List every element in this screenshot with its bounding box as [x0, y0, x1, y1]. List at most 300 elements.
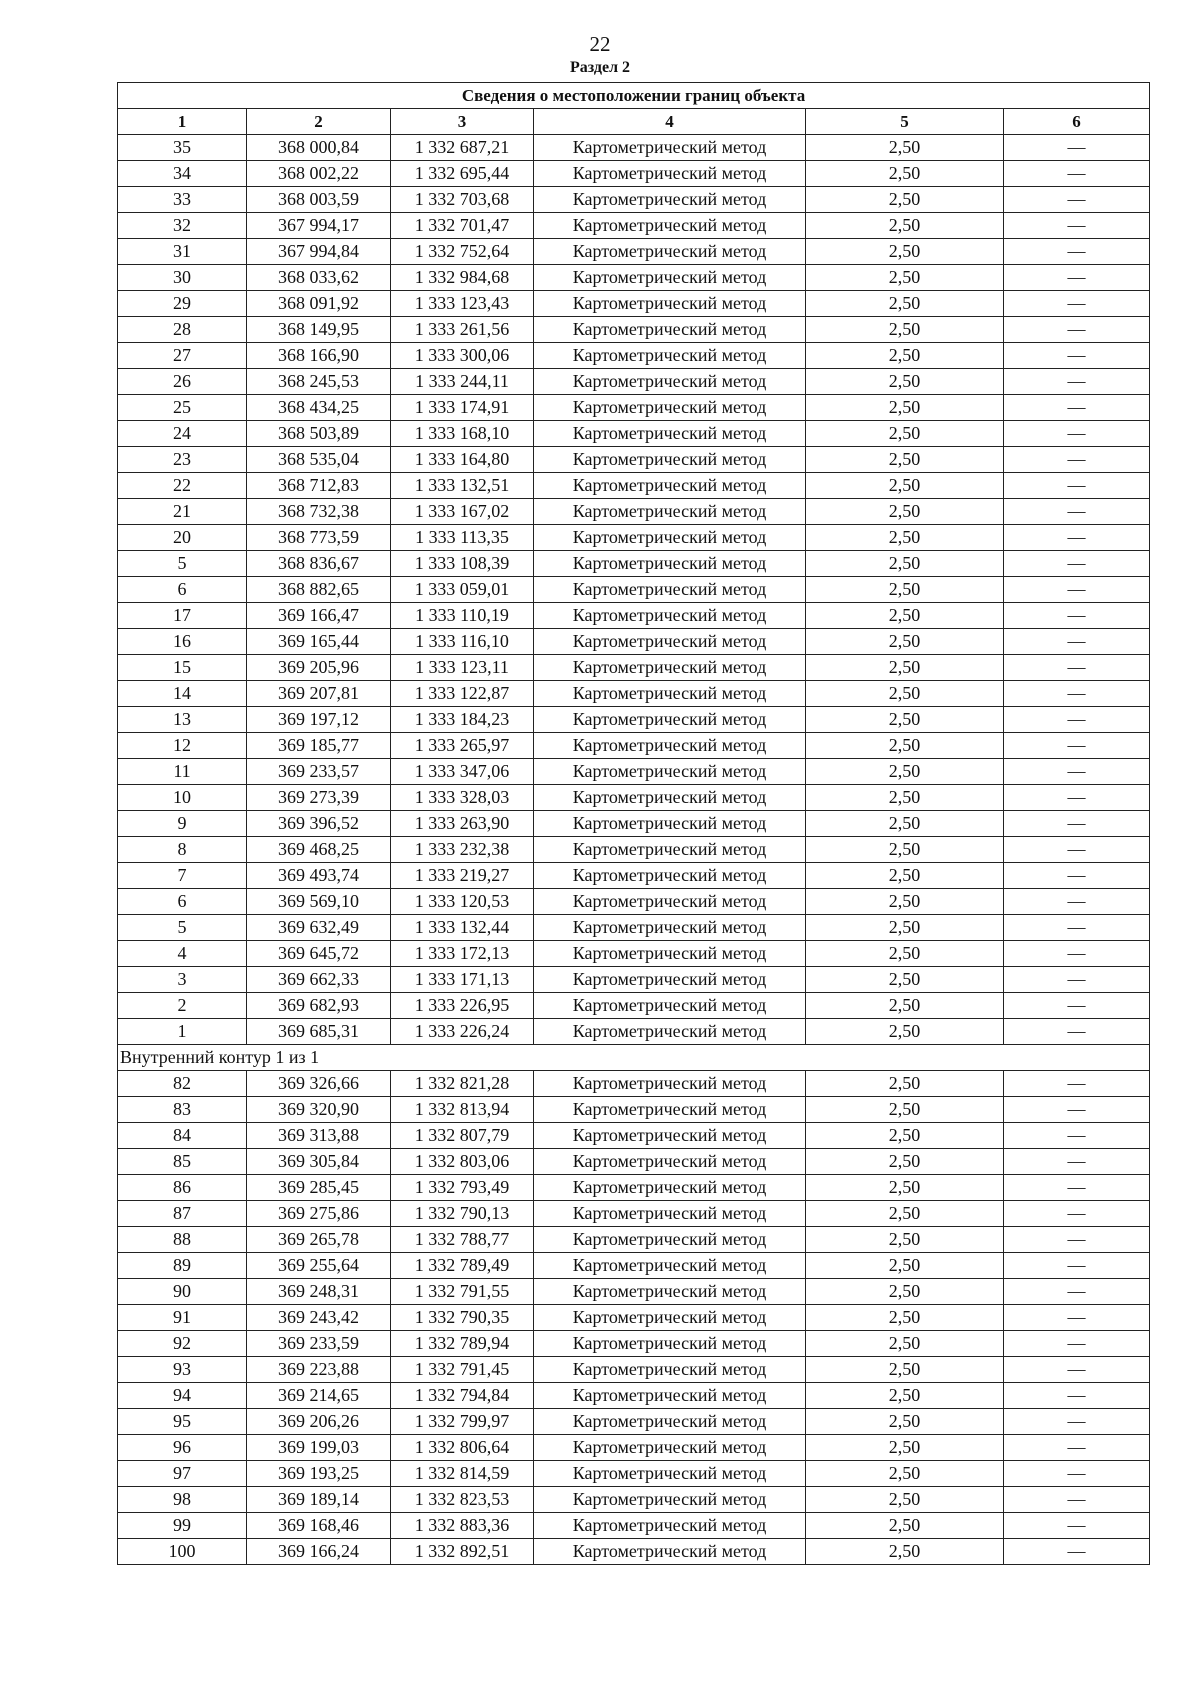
description-cell: — — [1004, 369, 1150, 395]
x-coordinate-cell: 369 305,84 — [247, 1149, 391, 1175]
point-number-cell: 35 — [118, 135, 247, 161]
x-coordinate-cell: 369 632,49 — [247, 915, 391, 941]
y-coordinate-cell: 1 333 132,51 — [391, 473, 534, 499]
description-cell: — — [1004, 759, 1150, 785]
description-cell: — — [1004, 1175, 1150, 1201]
table-row — [118, 473, 1150, 499]
method-cell: Картометрический метод — [534, 941, 806, 967]
accuracy-cell: 2,50 — [806, 1123, 1004, 1149]
method-cell: Картометрический метод — [534, 499, 806, 525]
table-row — [118, 1201, 1150, 1227]
accuracy-cell: 2,50 — [806, 447, 1004, 473]
table-row — [118, 1071, 1150, 1097]
table-row — [118, 1409, 1150, 1435]
point-number-cell: 25 — [118, 395, 247, 421]
accuracy-cell: 2,50 — [806, 863, 1004, 889]
x-coordinate-cell: 369 396,52 — [247, 811, 391, 837]
method-cell: Картометрический метод — [534, 1201, 806, 1227]
method-cell: Картометрический метод — [534, 343, 806, 369]
table-row — [118, 395, 1150, 421]
table-row — [118, 967, 1150, 993]
description-cell: — — [1004, 291, 1150, 317]
x-coordinate-cell: 368 000,84 — [247, 135, 391, 161]
method-cell: Картометрический метод — [534, 1123, 806, 1149]
table-row — [118, 1175, 1150, 1201]
x-coordinate-cell: 369 205,96 — [247, 655, 391, 681]
point-number-cell: 95 — [118, 1409, 247, 1435]
y-coordinate-cell: 1 332 687,21 — [391, 135, 534, 161]
table-row — [118, 343, 1150, 369]
x-coordinate-cell: 369 313,88 — [247, 1123, 391, 1149]
description-cell: — — [1004, 473, 1150, 499]
point-number-cell: 91 — [118, 1305, 247, 1331]
point-number-cell: 1 — [118, 1019, 247, 1045]
y-coordinate-cell: 1 333 120,53 — [391, 889, 534, 915]
method-cell: Картометрический метод — [534, 395, 806, 421]
table-row — [118, 889, 1150, 915]
y-coordinate-cell: 1 332 791,45 — [391, 1357, 534, 1383]
description-cell: — — [1004, 837, 1150, 863]
table-row — [118, 265, 1150, 291]
accuracy-cell: 2,50 — [806, 1019, 1004, 1045]
accuracy-cell: 2,50 — [806, 1227, 1004, 1253]
method-cell: Картометрический метод — [534, 655, 806, 681]
y-coordinate-cell: 1 332 803,06 — [391, 1149, 534, 1175]
y-coordinate-cell: 1 332 791,55 — [391, 1279, 534, 1305]
point-number-cell: 17 — [118, 603, 247, 629]
accuracy-cell: 2,50 — [806, 317, 1004, 343]
point-number-cell: 99 — [118, 1513, 247, 1539]
point-number-cell: 98 — [118, 1487, 247, 1513]
point-number-cell: 88 — [118, 1227, 247, 1253]
point-number-cell: 87 — [118, 1201, 247, 1227]
table-row — [118, 655, 1150, 681]
method-cell: Картометрический метод — [534, 1149, 806, 1175]
accuracy-cell: 2,50 — [806, 1487, 1004, 1513]
method-cell: Картометрический метод — [534, 1357, 806, 1383]
y-coordinate-cell: 1 333 347,06 — [391, 759, 534, 785]
description-cell: — — [1004, 1513, 1150, 1539]
point-number-cell: 82 — [118, 1071, 247, 1097]
accuracy-cell: 2,50 — [806, 135, 1004, 161]
table-row — [118, 1253, 1150, 1279]
table-row — [118, 941, 1150, 967]
x-coordinate-cell: 369 248,31 — [247, 1279, 391, 1305]
description-cell: — — [1004, 629, 1150, 655]
description-cell: — — [1004, 1383, 1150, 1409]
method-cell: Картометрический метод — [534, 863, 806, 889]
accuracy-cell: 2,50 — [806, 499, 1004, 525]
point-number-cell: 16 — [118, 629, 247, 655]
y-coordinate-cell: 1 332 695,44 — [391, 161, 534, 187]
method-cell: Картометрический метод — [534, 837, 806, 863]
y-coordinate-cell: 1 333 113,35 — [391, 525, 534, 551]
x-coordinate-cell: 368 091,92 — [247, 291, 391, 317]
accuracy-cell: 2,50 — [806, 421, 1004, 447]
method-cell: Картометрический метод — [534, 1383, 806, 1409]
method-cell: Картометрический метод — [534, 915, 806, 941]
point-number-cell: 6 — [118, 889, 247, 915]
x-coordinate-cell: 369 199,03 — [247, 1435, 391, 1461]
y-coordinate-cell: 1 332 984,68 — [391, 265, 534, 291]
y-coordinate-cell: 1 332 788,77 — [391, 1227, 534, 1253]
accuracy-cell: 2,50 — [806, 1461, 1004, 1487]
method-cell: Картометрический метод — [534, 447, 806, 473]
y-coordinate-cell: 1 332 790,13 — [391, 1201, 534, 1227]
x-coordinate-cell: 369 662,33 — [247, 967, 391, 993]
y-coordinate-cell: 1 332 793,49 — [391, 1175, 534, 1201]
table-row — [118, 837, 1150, 863]
table-row — [118, 707, 1150, 733]
y-coordinate-cell: 1 333 172,13 — [391, 941, 534, 967]
point-number-cell: 20 — [118, 525, 247, 551]
y-coordinate-cell: 1 333 171,13 — [391, 967, 534, 993]
point-number-cell: 21 — [118, 499, 247, 525]
point-number-cell: 2 — [118, 993, 247, 1019]
x-coordinate-cell: 368 245,53 — [247, 369, 391, 395]
x-coordinate-cell: 369 265,78 — [247, 1227, 391, 1253]
accuracy-cell: 2,50 — [806, 733, 1004, 759]
method-cell: Картометрический метод — [534, 265, 806, 291]
table-row — [118, 187, 1150, 213]
y-coordinate-cell: 1 333 328,03 — [391, 785, 534, 811]
x-coordinate-cell: 369 165,44 — [247, 629, 391, 655]
method-cell: Картометрический метод — [534, 603, 806, 629]
x-coordinate-cell: 367 994,84 — [247, 239, 391, 265]
y-coordinate-cell: 1 332 799,97 — [391, 1409, 534, 1435]
description-cell: — — [1004, 187, 1150, 213]
y-coordinate-cell: 1 333 226,24 — [391, 1019, 534, 1045]
method-cell: Картометрический метод — [534, 1409, 806, 1435]
y-coordinate-cell: 1 333 164,80 — [391, 447, 534, 473]
method-cell: Картометрический метод — [534, 1461, 806, 1487]
accuracy-cell: 2,50 — [806, 265, 1004, 291]
y-coordinate-cell: 1 332 789,94 — [391, 1331, 534, 1357]
table-row — [118, 551, 1150, 577]
table-row — [118, 629, 1150, 655]
point-number-cell: 7 — [118, 863, 247, 889]
description-cell: — — [1004, 681, 1150, 707]
table-row — [118, 1539, 1150, 1565]
y-coordinate-cell: 1 332 790,35 — [391, 1305, 534, 1331]
point-number-cell: 3 — [118, 967, 247, 993]
accuracy-cell: 2,50 — [806, 759, 1004, 785]
x-coordinate-cell: 369 185,77 — [247, 733, 391, 759]
page-number: 22 — [589, 32, 611, 56]
x-coordinate-cell: 369 682,93 — [247, 993, 391, 1019]
x-coordinate-cell: 368 773,59 — [247, 525, 391, 551]
point-number-cell: 26 — [118, 369, 247, 395]
method-cell: Картометрический метод — [534, 1227, 806, 1253]
section-title: Раздел 2 — [569, 59, 631, 76]
point-number-cell: 6 — [118, 577, 247, 603]
x-coordinate-cell: 367 994,17 — [247, 213, 391, 239]
table-row — [118, 577, 1150, 603]
accuracy-cell: 2,50 — [806, 551, 1004, 577]
point-number-cell: 90 — [118, 1279, 247, 1305]
table-row — [118, 1383, 1150, 1409]
point-number-cell: 30 — [118, 265, 247, 291]
description-cell: — — [1004, 135, 1150, 161]
method-cell: Картометрический метод — [534, 1539, 806, 1565]
x-coordinate-cell: 369 285,45 — [247, 1175, 391, 1201]
column-header: 4 — [534, 109, 806, 135]
table-row — [118, 915, 1150, 941]
y-coordinate-cell: 1 333 184,23 — [391, 707, 534, 733]
method-cell: Картометрический метод — [534, 1175, 806, 1201]
x-coordinate-cell: 369 207,81 — [247, 681, 391, 707]
description-cell: — — [1004, 551, 1150, 577]
method-cell: Картометрический метод — [534, 551, 806, 577]
x-coordinate-cell: 369 233,57 — [247, 759, 391, 785]
method-cell: Картометрический метод — [534, 759, 806, 785]
y-coordinate-cell: 1 333 108,39 — [391, 551, 534, 577]
description-cell: — — [1004, 1435, 1150, 1461]
y-coordinate-cell: 1 333 168,10 — [391, 421, 534, 447]
accuracy-cell: 2,50 — [806, 707, 1004, 733]
method-cell: Картометрический метод — [534, 733, 806, 759]
contour-label: Внутренний контур 1 из 1 — [118, 1045, 1150, 1071]
x-coordinate-cell: 369 645,72 — [247, 941, 391, 967]
y-coordinate-cell: 1 333 123,43 — [391, 291, 534, 317]
method-cell: Картометрический метод — [534, 473, 806, 499]
x-coordinate-cell: 369 685,31 — [247, 1019, 391, 1045]
x-coordinate-cell: 369 275,86 — [247, 1201, 391, 1227]
accuracy-cell: 2,50 — [806, 291, 1004, 317]
accuracy-cell: 2,50 — [806, 915, 1004, 941]
point-number-cell: 22 — [118, 473, 247, 499]
accuracy-cell: 2,50 — [806, 967, 1004, 993]
table-row — [118, 499, 1150, 525]
method-cell: Картометрический метод — [534, 1487, 806, 1513]
description-cell: — — [1004, 889, 1150, 915]
table-row — [118, 239, 1150, 265]
method-cell: Картометрический метод — [534, 889, 806, 915]
x-coordinate-cell: 369 189,14 — [247, 1487, 391, 1513]
y-coordinate-cell: 1 333 110,19 — [391, 603, 534, 629]
method-cell: Картометрический метод — [534, 1513, 806, 1539]
table-row — [118, 369, 1150, 395]
description-cell: — — [1004, 239, 1150, 265]
y-coordinate-cell: 1 333 167,02 — [391, 499, 534, 525]
y-coordinate-cell: 1 333 263,90 — [391, 811, 534, 837]
point-number-cell: 5 — [118, 551, 247, 577]
point-number-cell: 28 — [118, 317, 247, 343]
table-row — [118, 603, 1150, 629]
y-coordinate-cell: 1 332 807,79 — [391, 1123, 534, 1149]
description-cell: — — [1004, 317, 1150, 343]
method-cell: Картометрический метод — [534, 369, 806, 395]
accuracy-cell: 2,50 — [806, 1435, 1004, 1461]
x-coordinate-cell: 368 003,59 — [247, 187, 391, 213]
method-cell: Картометрический метод — [534, 1019, 806, 1045]
method-cell: Картометрический метод — [534, 1279, 806, 1305]
table-row — [118, 1097, 1150, 1123]
table-row — [118, 1435, 1150, 1461]
method-cell: Картометрический метод — [534, 785, 806, 811]
description-cell: — — [1004, 525, 1150, 551]
method-cell: Картометрический метод — [534, 161, 806, 187]
y-coordinate-cell: 1 332 794,84 — [391, 1383, 534, 1409]
table-row — [118, 681, 1150, 707]
y-coordinate-cell: 1 333 219,27 — [391, 863, 534, 889]
description-cell: — — [1004, 1409, 1150, 1435]
method-cell: Картометрический метод — [534, 577, 806, 603]
accuracy-cell: 2,50 — [806, 343, 1004, 369]
method-cell: Картометрический метод — [534, 1331, 806, 1357]
y-coordinate-cell: 1 333 300,06 — [391, 343, 534, 369]
description-cell: — — [1004, 1123, 1150, 1149]
x-coordinate-cell: 368 836,67 — [247, 551, 391, 577]
point-number-cell: 13 — [118, 707, 247, 733]
description-cell: — — [1004, 603, 1150, 629]
point-number-cell: 9 — [118, 811, 247, 837]
x-coordinate-cell: 369 243,42 — [247, 1305, 391, 1331]
method-cell: Картометрический метод — [534, 525, 806, 551]
y-coordinate-cell: 1 332 806,64 — [391, 1435, 534, 1461]
point-number-cell: 100 — [118, 1539, 247, 1565]
x-coordinate-cell: 368 166,90 — [247, 343, 391, 369]
y-coordinate-cell: 1 332 703,68 — [391, 187, 534, 213]
accuracy-cell: 2,50 — [806, 1279, 1004, 1305]
method-cell: Картометрический метод — [534, 967, 806, 993]
table-title: Сведения о местоположении границ объекта — [118, 83, 1150, 109]
x-coordinate-cell: 369 206,26 — [247, 1409, 391, 1435]
description-cell: — — [1004, 343, 1150, 369]
y-coordinate-cell: 1 333 261,56 — [391, 317, 534, 343]
x-coordinate-cell: 368 535,04 — [247, 447, 391, 473]
description-cell: — — [1004, 1305, 1150, 1331]
description-cell: — — [1004, 1071, 1150, 1097]
description-cell: — — [1004, 785, 1150, 811]
y-coordinate-cell: 1 332 814,59 — [391, 1461, 534, 1487]
table-row — [118, 1305, 1150, 1331]
y-coordinate-cell: 1 333 123,11 — [391, 655, 534, 681]
x-coordinate-cell: 369 569,10 — [247, 889, 391, 915]
accuracy-cell: 2,50 — [806, 837, 1004, 863]
point-number-cell: 11 — [118, 759, 247, 785]
accuracy-cell: 2,50 — [806, 785, 1004, 811]
description-cell: — — [1004, 993, 1150, 1019]
column-header: 6 — [1004, 109, 1150, 135]
x-coordinate-cell: 368 149,95 — [247, 317, 391, 343]
x-coordinate-cell: 369 493,74 — [247, 863, 391, 889]
accuracy-cell: 2,50 — [806, 1253, 1004, 1279]
point-number-cell: 32 — [118, 213, 247, 239]
accuracy-cell: 2,50 — [806, 1305, 1004, 1331]
description-cell: — — [1004, 499, 1150, 525]
contour-label-row — [118, 1045, 1150, 1071]
method-cell: Картометрический метод — [534, 317, 806, 343]
table-row — [118, 1227, 1150, 1253]
description-cell: — — [1004, 733, 1150, 759]
description-cell: — — [1004, 915, 1150, 941]
table-row — [118, 1331, 1150, 1357]
table-row — [118, 1357, 1150, 1383]
table-row — [118, 863, 1150, 889]
accuracy-cell: 2,50 — [806, 1175, 1004, 1201]
point-number-cell: 29 — [118, 291, 247, 317]
accuracy-cell: 2,50 — [806, 603, 1004, 629]
table-row — [118, 1279, 1150, 1305]
point-number-cell: 96 — [118, 1435, 247, 1461]
x-coordinate-cell: 369 223,88 — [247, 1357, 391, 1383]
y-coordinate-cell: 1 332 821,28 — [391, 1071, 534, 1097]
accuracy-cell: 2,50 — [806, 941, 1004, 967]
point-number-cell: 24 — [118, 421, 247, 447]
point-number-cell: 8 — [118, 837, 247, 863]
x-coordinate-cell: 368 002,22 — [247, 161, 391, 187]
point-number-cell: 27 — [118, 343, 247, 369]
x-coordinate-cell: 369 166,47 — [247, 603, 391, 629]
description-cell: — — [1004, 1149, 1150, 1175]
boundary-table — [117, 82, 1150, 1565]
description-cell: — — [1004, 707, 1150, 733]
y-coordinate-cell: 1 333 132,44 — [391, 915, 534, 941]
description-cell: — — [1004, 395, 1150, 421]
x-coordinate-cell: 368 503,89 — [247, 421, 391, 447]
y-coordinate-cell: 1 333 232,38 — [391, 837, 534, 863]
column-header: 5 — [806, 109, 1004, 135]
x-coordinate-cell: 368 712,83 — [247, 473, 391, 499]
method-cell: Картометрический метод — [534, 239, 806, 265]
table-row — [118, 317, 1150, 343]
y-coordinate-cell: 1 333 122,87 — [391, 681, 534, 707]
description-cell: — — [1004, 1331, 1150, 1357]
accuracy-cell: 2,50 — [806, 1149, 1004, 1175]
accuracy-cell: 2,50 — [806, 1097, 1004, 1123]
accuracy-cell: 2,50 — [806, 1513, 1004, 1539]
table-row — [118, 759, 1150, 785]
method-cell: Картометрический метод — [534, 1071, 806, 1097]
point-number-cell: 86 — [118, 1175, 247, 1201]
x-coordinate-cell: 369 468,25 — [247, 837, 391, 863]
description-cell: — — [1004, 421, 1150, 447]
description-cell: — — [1004, 1461, 1150, 1487]
table-row — [118, 447, 1150, 473]
description-cell: — — [1004, 447, 1150, 473]
x-coordinate-cell: 369 214,65 — [247, 1383, 391, 1409]
point-number-cell: 12 — [118, 733, 247, 759]
method-cell: Картометрический метод — [534, 629, 806, 655]
method-cell: Картометрический метод — [534, 187, 806, 213]
method-cell: Картометрический метод — [534, 707, 806, 733]
method-cell: Картометрический метод — [534, 421, 806, 447]
method-cell: Картометрический метод — [534, 135, 806, 161]
method-cell: Картометрический метод — [534, 681, 806, 707]
accuracy-cell: 2,50 — [806, 1201, 1004, 1227]
table-row — [118, 993, 1150, 1019]
y-coordinate-cell: 1 333 174,91 — [391, 395, 534, 421]
y-coordinate-cell: 1 332 701,47 — [391, 213, 534, 239]
y-coordinate-cell: 1 332 823,53 — [391, 1487, 534, 1513]
y-coordinate-cell: 1 332 883,36 — [391, 1513, 534, 1539]
accuracy-cell: 2,50 — [806, 1539, 1004, 1565]
x-coordinate-cell: 368 434,25 — [247, 395, 391, 421]
description-cell: — — [1004, 1019, 1150, 1045]
description-cell: — — [1004, 1227, 1150, 1253]
table-row — [118, 421, 1150, 447]
x-coordinate-cell: 369 168,46 — [247, 1513, 391, 1539]
point-number-cell: 5 — [118, 915, 247, 941]
accuracy-cell: 2,50 — [806, 1409, 1004, 1435]
accuracy-cell: 2,50 — [806, 1331, 1004, 1357]
x-coordinate-cell: 368 732,38 — [247, 499, 391, 525]
description-cell: — — [1004, 863, 1150, 889]
column-header: 2 — [247, 109, 391, 135]
accuracy-cell: 2,50 — [806, 629, 1004, 655]
description-cell: — — [1004, 265, 1150, 291]
